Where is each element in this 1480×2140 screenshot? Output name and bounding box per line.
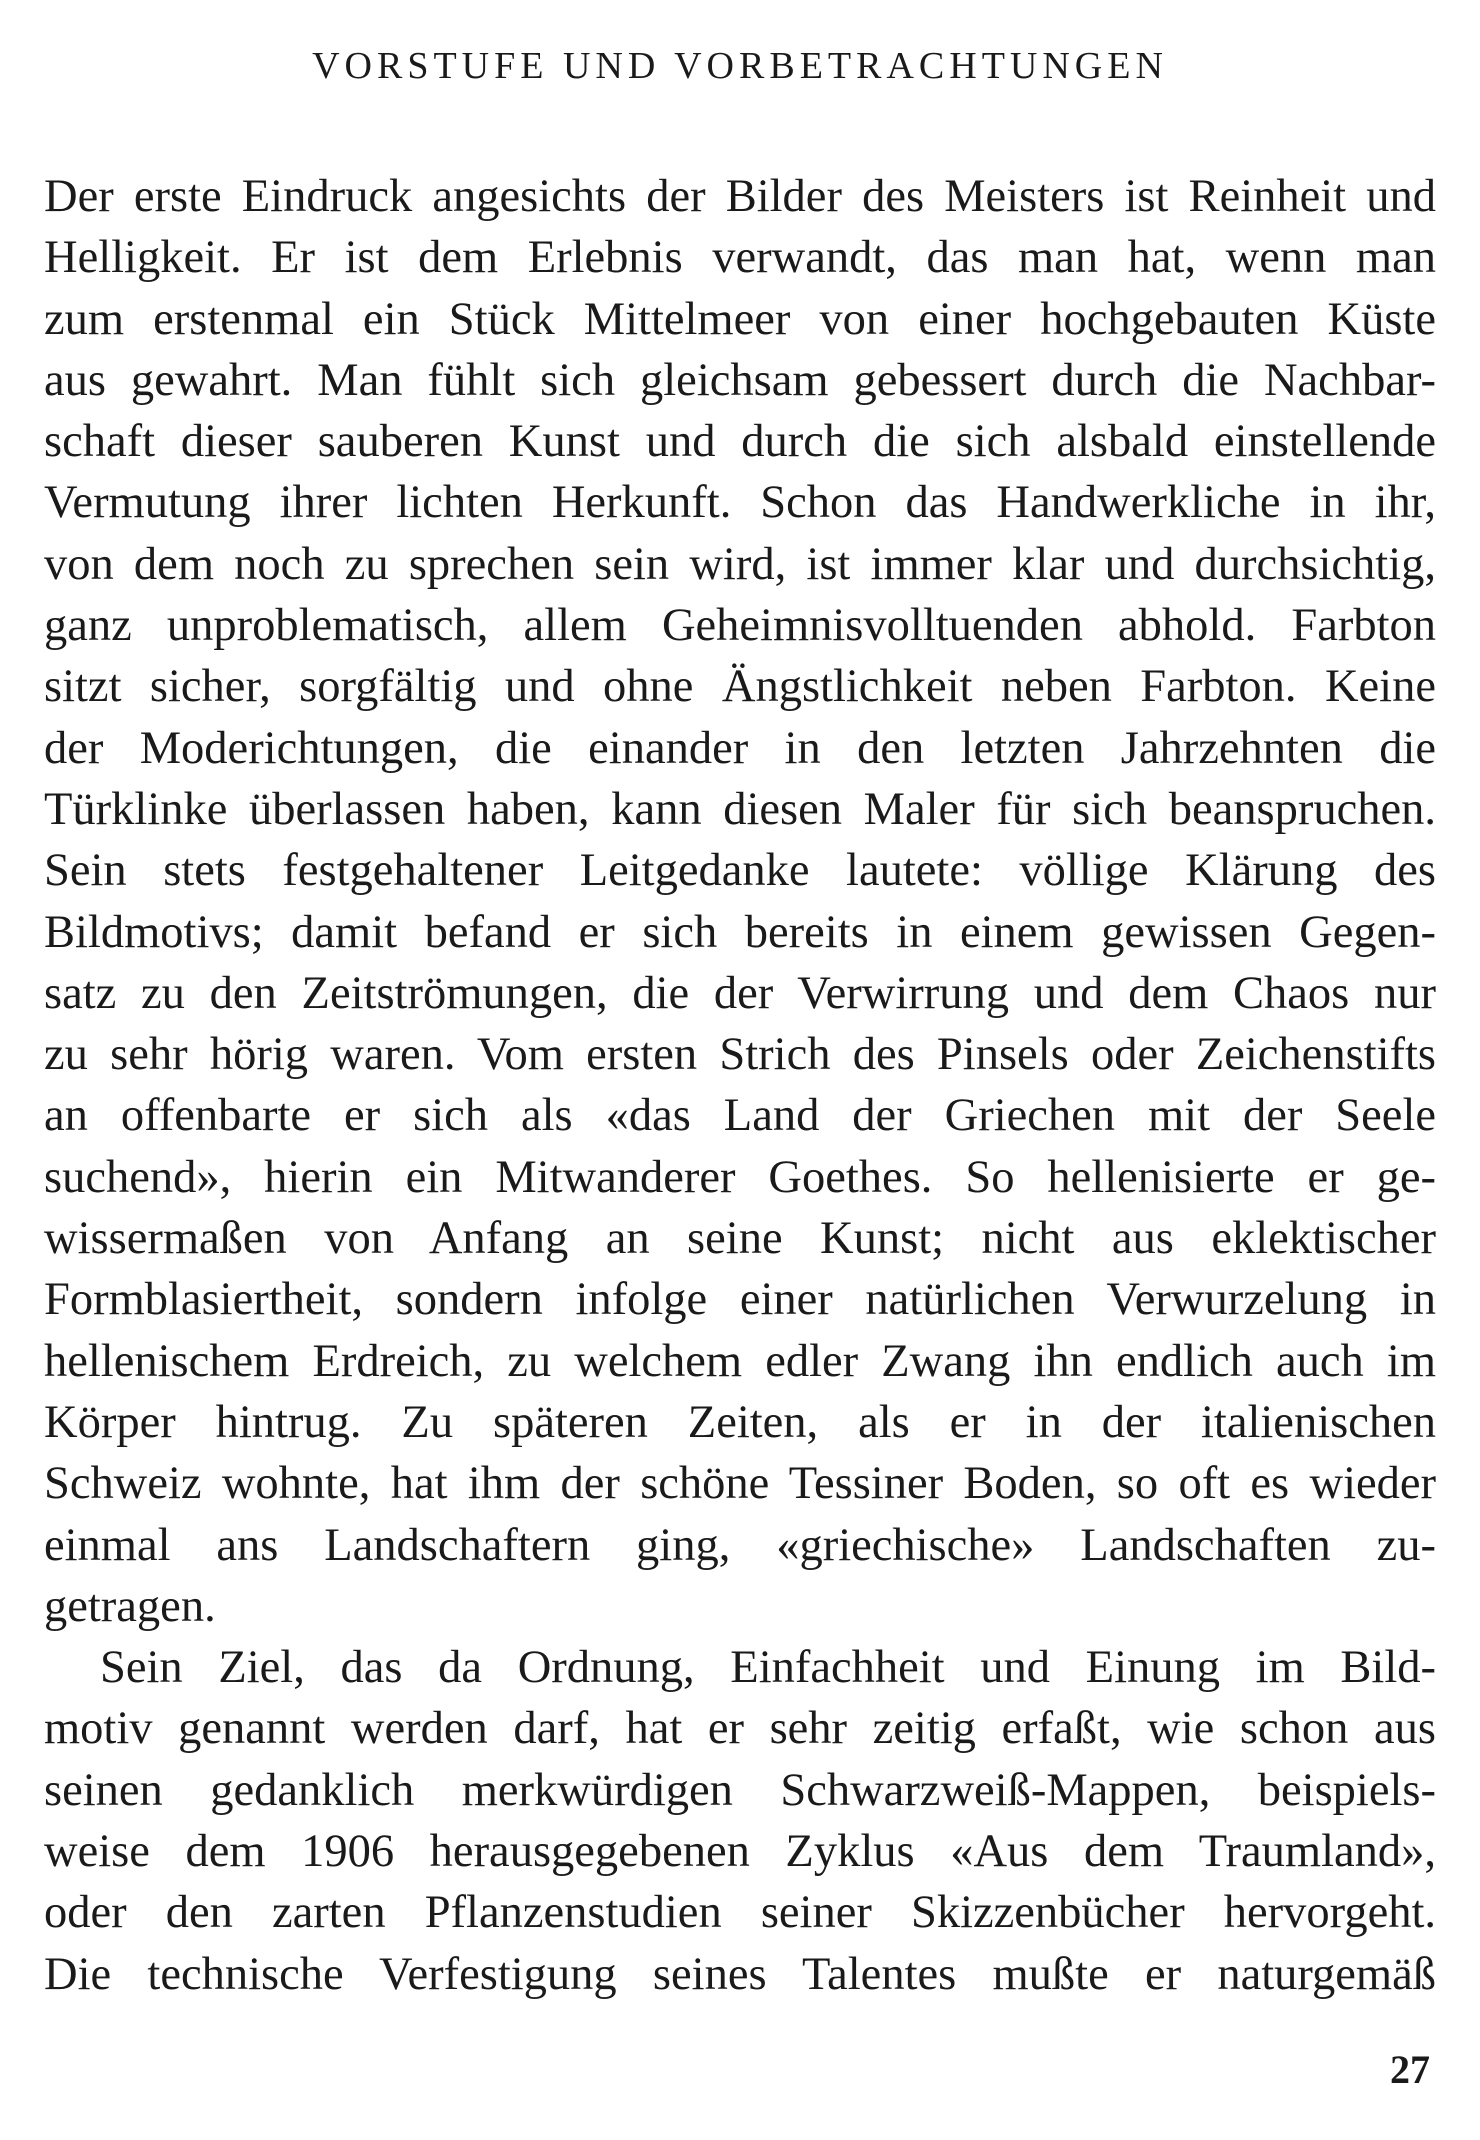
text-line: seinen gedanklich merkwürdigen Schwarzweiß-Mappen, beispiels- <box>44 1764 1436 1816</box>
text-line: satz zu den Zeitströmungen, die der Verwirrung und dem Chaos nur <box>44 967 1436 1019</box>
page-number: 27 <box>1390 2047 1430 2092</box>
text-line: Helligkeit. Er ist dem Erlebnis verwandt, das man hat, wenn man <box>44 232 1436 284</box>
text-line: Bildmotivs; damit befand er sich bereits in einem gewissen Gegen- <box>44 906 1436 958</box>
text-line: Körper hintrug. Zu späteren Zeiten, als er in der italienischen <box>44 1396 1436 1448</box>
text-line: weise dem 1906 herausgegebenen Zyklus «Aus dem Traumland», <box>44 1826 1436 1878</box>
text-line: Der erste Eindruck angesichts der Bilder des Meisters ist Reinheit und <box>44 171 1436 222</box>
text-line: sitzt sicher, sorgfältig und ohne Ängstlichkeit neben Farbton. Keine <box>44 661 1436 713</box>
running-head: VORSTUFE UND VORBETRACHTUNGEN <box>312 45 1168 87</box>
text-line: ganz unproblematisch, allem Geheimnisvolltuenden abhold. Farbton <box>44 600 1436 652</box>
body-text <box>44 166 1436 2005</box>
text-line: Vermutung ihrer lichten Herkunft. Schon das Handwerkliche in ihr, <box>44 477 1436 529</box>
text-line: von dem noch zu sprechen sein wird, ist immer klar und durchsichtig, <box>44 538 1436 590</box>
text-line: suchend», hierin ein Mitwanderer Goethes. So hellenisierte er ge- <box>44 1151 1436 1203</box>
text-line: hellenischem Erdreich, zu welchem edler Zwang ihn endlich auch im <box>44 1335 1436 1387</box>
text-line: Formblasiertheit, sondern infolge einer natürlichen Verwurzelung in <box>44 1274 1436 1326</box>
text-line: Die technische Verfestigung seines Talentes mußte er naturgemäß <box>44 1948 1436 2000</box>
paragraph <box>44 1637 1436 2005</box>
text-line: zum erstenmal ein Stück Mittelmeer von einer hochgebauten Küste <box>44 293 1436 345</box>
text-line: zu sehr hörig waren. Vom ersten Strich des Pinsels oder Zeichenstifts <box>44 1029 1436 1081</box>
paragraph <box>44 166 1436 1637</box>
text-line: einmal ans Landschaftern ging, «griechische» Landschaften zu- <box>44 1519 1436 1571</box>
text-line: wissermaßen von Anfang an seine Kunst; nicht aus eklektischer <box>44 1213 1436 1265</box>
text-line: motiv genannt werden darf, hat er sehr zeitig erfaßt, wie schon aus <box>44 1703 1436 1755</box>
text-line: Türklinke überlassen haben, kann diesen Maler für sich beanspruchen. <box>44 783 1436 835</box>
text-line: oder den zarten Pflanzenstudien seiner Skizzenbücher hervorgeht. <box>44 1887 1436 1939</box>
text-line: an offenbarte er sich als «das Land der Griechen mit der Seele <box>44 1090 1436 1142</box>
text-line: Sein Ziel, das da Ordnung, Einfachheit und Einung im Bild- <box>100 1642 1436 1694</box>
text-line: getragen. <box>44 1580 216 1632</box>
text-line: Schweiz wohnte, hat ihm der schöne Tessiner Boden, so oft es wieder <box>44 1458 1436 1510</box>
text-line: der Moderichtungen, die einander in den letzten Jahrzehnten die <box>44 722 1436 774</box>
text-line: Sein stets festgehaltener Leitgedanke lautete: völlige Klärung des <box>44 845 1436 897</box>
text-line: schaft dieser sauberen Kunst und durch die sich alsbald einstellende <box>44 416 1436 468</box>
text-line: aus gewahrt. Man fühlt sich gleichsam gebessert durch die Nachbar- <box>44 354 1436 406</box>
